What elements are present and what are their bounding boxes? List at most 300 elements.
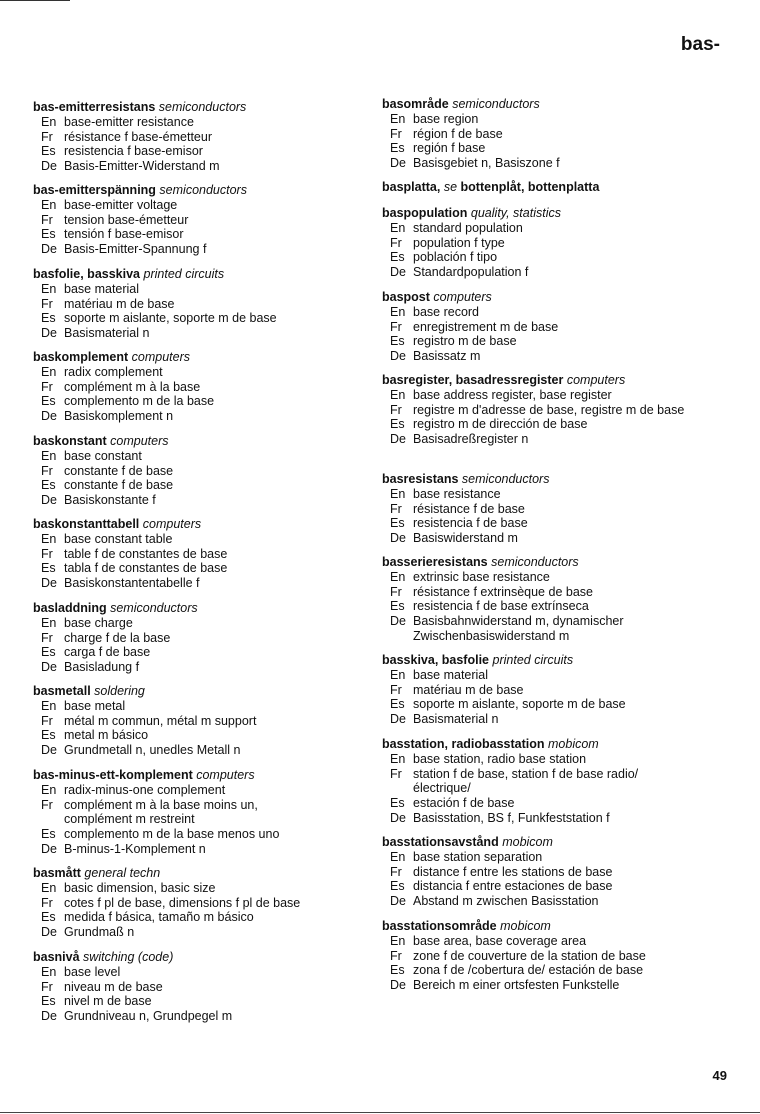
lang-code: De	[390, 712, 406, 727]
entry-domain: soldering	[94, 684, 145, 698]
translation-row	[33, 842, 373, 857]
translation-text: base level	[64, 964, 121, 979]
entry-domain: computers	[566, 373, 626, 387]
lang-code: De	[390, 156, 406, 171]
entry	[33, 183, 373, 257]
translation-row	[382, 796, 722, 811]
translation-row	[33, 380, 373, 395]
translation-row	[33, 144, 373, 159]
translation-text: Bereich m einer ortsfesten Funkstelle	[413, 978, 620, 993]
translation-text: base address register, base register	[413, 387, 612, 402]
lang-code: En	[41, 880, 57, 895]
translation-text: Basissatz m	[413, 349, 481, 364]
translation-row	[33, 910, 373, 925]
lang-code: Es	[390, 697, 405, 712]
lang-code: Es	[390, 141, 405, 156]
translation-row	[382, 963, 722, 978]
entry	[33, 950, 373, 1024]
translation-text: tension base-émetteur	[64, 212, 189, 227]
translation-text: Grundniveau n, Grundpegel m	[64, 1009, 233, 1024]
lang-code: En	[41, 197, 57, 212]
translation-text: registro m de base	[413, 334, 517, 349]
translation-row	[33, 714, 373, 729]
entry-headline	[382, 373, 722, 388]
translation-row	[382, 934, 722, 949]
translation-text: niveau m de base	[64, 979, 163, 994]
translation-row	[33, 115, 373, 130]
translation-text: Basismaterial n	[413, 712, 499, 727]
translation-row	[33, 478, 373, 493]
entry-domain: semiconductors	[159, 183, 247, 197]
entry	[33, 100, 373, 174]
lang-code: En	[41, 114, 57, 129]
lang-code: En	[41, 964, 57, 979]
translation-row	[382, 811, 722, 826]
translation-text: resistencia f de base extrínseca	[413, 599, 589, 614]
translation-row	[33, 896, 373, 911]
entry	[33, 601, 373, 675]
translation-text: base-emitter resistance	[64, 114, 194, 129]
lang-code: Fr	[390, 501, 402, 516]
translation-row	[382, 320, 722, 335]
cross-reference-marker: se	[443, 180, 458, 194]
translation-row	[382, 614, 722, 644]
entry	[33, 866, 373, 940]
translation-text: Abstand m zwischen Basisstation	[413, 894, 599, 909]
entry-headline	[382, 737, 722, 752]
translation-row	[382, 894, 722, 909]
translation-row	[382, 531, 722, 546]
lang-code: Fr	[41, 546, 53, 561]
entry-headline	[33, 350, 373, 365]
lang-code: Es	[390, 334, 405, 349]
translation-row	[33, 213, 373, 228]
translation-text: cotes f pl de base, dimensions f pl de base	[64, 895, 301, 910]
lang-code: Es	[41, 561, 56, 576]
lang-code: De	[41, 493, 57, 508]
translation-text: radix-minus-one complement	[64, 782, 226, 797]
lang-code: En	[390, 667, 406, 682]
translation-row	[33, 227, 373, 242]
entry-headline	[382, 97, 722, 112]
entry	[382, 206, 722, 280]
entry-term: baskonstant	[33, 434, 107, 448]
entry-term: baspost	[382, 290, 430, 304]
translation-text: resistencia f base-emisor	[64, 144, 203, 159]
lang-code: Es	[41, 645, 56, 660]
entry-domain: mobicom	[548, 737, 599, 751]
entry-headline	[382, 180, 722, 195]
translation-text: station f de base, station f de base radio/électrique/	[413, 766, 639, 796]
translation-row	[382, 127, 722, 142]
translation-text: Basis-Emitter-Spannung f	[64, 242, 207, 257]
entry-domain: semiconductors	[491, 555, 579, 569]
translation-row	[382, 570, 722, 585]
translation-row	[33, 326, 373, 341]
translation-row	[382, 156, 722, 171]
entry-headline	[33, 601, 373, 616]
translation-row	[382, 668, 722, 683]
translation-text: base metal	[64, 698, 126, 713]
translation-text: charge f de la base	[64, 630, 171, 645]
lang-code: Es	[390, 796, 405, 811]
entry-term: basfolie, basskiva	[33, 267, 141, 281]
entry	[33, 350, 373, 424]
entry	[33, 684, 373, 758]
lang-code: De	[390, 614, 406, 629]
entry-term: basladdning	[33, 601, 107, 615]
translation-text: complément m à la base moins un, complément m restreint	[64, 797, 258, 827]
translation-text: complemento m de la base menos uno	[64, 827, 280, 842]
entry-headline	[33, 183, 373, 198]
lang-code: Es	[41, 910, 56, 925]
entry-headline	[33, 100, 373, 115]
entry-domain: switching (code)	[83, 950, 174, 964]
lang-code: En	[41, 364, 57, 379]
entry-headline	[33, 267, 373, 282]
lang-code: Fr	[390, 235, 402, 250]
lang-code: Fr	[390, 864, 402, 879]
entry-domain: printed circuits	[492, 653, 574, 667]
translation-row	[33, 743, 373, 758]
entry-headline	[382, 206, 722, 221]
translation-text: medida f básica, tamaño m básico	[64, 910, 254, 925]
lang-code: En	[41, 698, 57, 713]
lang-code: Es	[41, 311, 56, 326]
lang-code: Fr	[390, 584, 402, 599]
entry-headline	[382, 835, 722, 850]
translation-text: Grundmetall n, unedles Metall n	[64, 743, 241, 758]
lang-code: Es	[41, 478, 56, 493]
lang-code: Fr	[41, 296, 53, 311]
translation-row	[382, 850, 722, 865]
translation-row	[33, 464, 373, 479]
translation-row	[33, 576, 373, 591]
translation-text: Grundmaß n	[64, 925, 135, 940]
lang-code: De	[41, 409, 57, 424]
entry	[382, 472, 722, 546]
translation-text: résistance f de base	[413, 501, 525, 516]
translation-row	[382, 334, 722, 349]
lang-code: En	[390, 111, 406, 126]
translation-text: base material	[64, 281, 140, 296]
translation-text: base charge	[64, 615, 133, 630]
lang-code: En	[390, 486, 406, 501]
lang-code: De	[390, 432, 406, 447]
lang-code: En	[390, 849, 406, 864]
translation-row	[382, 949, 722, 964]
lang-code: Fr	[41, 713, 53, 728]
lang-code: En	[41, 281, 57, 296]
entry	[382, 653, 722, 727]
translation-text: Basiskonstante f	[64, 493, 156, 508]
translation-row	[382, 865, 722, 880]
translation-row	[33, 827, 373, 842]
translation-row	[382, 487, 722, 502]
entry-headline	[382, 472, 722, 487]
entry-domain: semiconductors	[461, 472, 550, 486]
translation-text: zona f de /cobertura de/ estación de base	[413, 963, 644, 978]
translation-row	[382, 585, 722, 600]
translation-row	[382, 417, 722, 432]
translation-row	[33, 532, 373, 547]
entry-term: basnivå	[33, 950, 80, 964]
lang-code: En	[41, 615, 57, 630]
entry-headline	[33, 434, 373, 449]
translation-row	[33, 409, 373, 424]
lang-code: De	[41, 660, 57, 675]
lang-code: En	[390, 569, 406, 584]
translation-text: registre m d'adresse de base, registre m de base	[413, 402, 685, 417]
translation-row	[382, 250, 722, 265]
lang-code: De	[41, 1009, 57, 1024]
translation-row	[33, 198, 373, 213]
translation-text: registro m de dirección de base	[413, 417, 588, 432]
lang-code: Fr	[390, 126, 402, 141]
translation-text: base area, base coverage area	[413, 933, 587, 948]
entry-term: basstationsområde	[382, 919, 497, 933]
entry	[33, 267, 373, 341]
entry	[33, 434, 373, 508]
translation-row	[33, 783, 373, 798]
lang-code: De	[41, 326, 57, 341]
entry-domain: computers	[433, 290, 492, 304]
lang-code: De	[390, 349, 406, 364]
translation-text: Standardpopulation f	[413, 265, 529, 280]
translation-text: standard population	[413, 220, 523, 235]
entry-headline	[33, 866, 373, 881]
entry-term: baskomplement	[33, 350, 129, 364]
translation-text: extrinsic base resistance	[413, 569, 550, 584]
translation-row	[33, 449, 373, 464]
translation-row	[33, 1009, 373, 1024]
translation-text: nivel m de base	[64, 994, 152, 1009]
translation-row	[33, 561, 373, 576]
lang-code: Fr	[390, 948, 402, 963]
translation-text: distancia f entre estaciones de base	[413, 879, 613, 894]
lang-code: Es	[390, 417, 405, 432]
lang-code: De	[390, 978, 406, 993]
lang-code: Es	[41, 728, 56, 743]
translation-row	[33, 311, 373, 326]
translation-text: Basisladung f	[64, 660, 140, 675]
translation-row	[33, 925, 373, 940]
entry-term: basserieresistans	[382, 555, 488, 569]
entry-domain: semiconductors	[158, 100, 247, 114]
lang-code: Es	[41, 827, 56, 842]
entry-term: bas-emitterspänning	[33, 183, 156, 197]
translation-text: enregistrement m de base	[413, 319, 559, 334]
translation-row	[33, 699, 373, 714]
translation-text: Basiskonstantentabelle f	[64, 576, 200, 591]
lang-code: Es	[390, 599, 405, 614]
lang-code: En	[41, 782, 57, 797]
entry	[382, 555, 722, 644]
translation-row	[33, 130, 373, 145]
lang-code: De	[390, 894, 406, 909]
translation-row	[382, 349, 722, 364]
translation-row	[33, 645, 373, 660]
entry-domain: computers	[142, 517, 202, 531]
translation-row	[382, 599, 722, 614]
entry	[382, 737, 722, 826]
translation-row	[382, 141, 722, 156]
lang-code: En	[41, 448, 57, 463]
entry	[33, 517, 373, 591]
translation-text: Basiskomplement n	[64, 409, 174, 424]
entry-term: baspopulation	[382, 206, 468, 220]
lang-code: Es	[41, 394, 56, 409]
entry-term: basområde	[382, 97, 449, 111]
lang-code: Es	[390, 879, 405, 894]
lang-code: De	[41, 743, 57, 758]
entry-term: basplatta,	[382, 180, 441, 194]
entry-domain: mobicom	[500, 919, 551, 933]
entry-term: basresistans	[382, 472, 459, 486]
lang-code: Es	[41, 144, 56, 159]
translation-text: constante f de base	[64, 463, 174, 478]
entry-term: basskiva, basfolie	[382, 653, 490, 667]
translation-row	[382, 767, 722, 797]
entry-domain: semiconductors	[452, 97, 540, 111]
entry-headline	[33, 684, 373, 699]
translation-text: Basisgebiet n, Basiszone f	[413, 156, 560, 171]
translation-text: soporte m aislante, soporte m de base	[64, 311, 277, 326]
translation-row	[33, 547, 373, 562]
translation-text: complément m à la base	[64, 379, 201, 394]
cross-reference-term: bottenplåt, bottenplatta	[460, 180, 600, 194]
translation-text: constante f de base	[64, 478, 174, 493]
translation-row	[382, 403, 722, 418]
entry-term: basstationsavstånd	[382, 835, 499, 849]
lang-code: De	[41, 841, 57, 856]
lang-code: Es	[41, 227, 56, 242]
translation-row	[33, 631, 373, 646]
translation-row	[382, 516, 722, 531]
entry-domain: mobicom	[502, 835, 553, 849]
translation-row	[33, 282, 373, 297]
translation-text: Basis-Emitter-Widerstand m	[64, 159, 220, 174]
translation-text: distance f entre les stations de base	[413, 864, 613, 879]
translation-text: soporte m aislante, soporte m de base	[413, 697, 626, 712]
lang-code: En	[41, 531, 57, 546]
lang-code: Fr	[41, 895, 53, 910]
translation-row	[33, 728, 373, 743]
lang-code: En	[390, 304, 406, 319]
translation-text: base station, radio base station	[413, 751, 587, 766]
entry-domain: printed circuits	[143, 267, 225, 281]
translation-text: métal m commun, métal m support	[64, 713, 257, 728]
lang-code: Fr	[41, 379, 53, 394]
translation-row	[382, 502, 722, 517]
lang-code: De	[390, 810, 406, 825]
lang-code: Fr	[41, 630, 53, 645]
translation-row	[382, 388, 722, 403]
translation-text: Basisbahnwiderstand m, dynamischer Zwischenbasiswiderstand m	[413, 614, 624, 643]
translation-row	[382, 265, 722, 280]
translation-row	[382, 752, 722, 767]
translation-row	[382, 236, 722, 251]
lang-code: Fr	[41, 797, 53, 812]
translation-row	[33, 394, 373, 409]
translation-text: región f base	[413, 141, 486, 156]
lang-code: De	[390, 265, 406, 280]
entry-domain: computers	[110, 434, 169, 448]
translation-row	[33, 881, 373, 896]
translation-row	[33, 365, 373, 380]
lang-code: Es	[41, 994, 56, 1009]
translation-row	[382, 697, 722, 712]
entry-domain: general techn	[84, 866, 161, 880]
translation-text: table f de constantes de base	[64, 546, 228, 561]
running-head: bas-	[680, 34, 720, 55]
translation-text: base material	[413, 667, 489, 682]
entry-headline	[382, 555, 722, 570]
lang-code: En	[390, 220, 406, 235]
lang-code: En	[390, 933, 406, 948]
translation-row	[382, 879, 722, 894]
translation-text: complemento m de la base	[64, 394, 215, 409]
translation-text: résistance f extrinsèque de base	[413, 584, 593, 599]
bottom-rule	[0, 1112, 760, 1113]
translation-row	[382, 683, 722, 698]
translation-text: matériau m de base	[413, 682, 524, 697]
lang-code: Fr	[41, 463, 53, 478]
translation-row	[382, 305, 722, 320]
entry-headline	[33, 950, 373, 965]
translation-text: estación f de base	[413, 796, 515, 811]
translation-text: población f tipo	[413, 250, 498, 265]
translation-text: carga f de base	[64, 645, 151, 660]
entry-headline	[382, 919, 722, 934]
translation-row	[382, 978, 722, 993]
translation-text: base station separation	[413, 849, 543, 864]
translation-text: B-minus-1-Komplement n	[64, 841, 206, 856]
translation-text: base record	[413, 304, 480, 319]
translation-text: région f de base	[413, 126, 503, 141]
translation-text: résistance f base-émetteur	[64, 129, 212, 144]
translation-text: Basisstation, BS f, Funkfeststation f	[413, 810, 610, 825]
translation-row	[33, 493, 373, 508]
entry-domain: computers	[196, 768, 255, 782]
lang-code: De	[41, 925, 57, 940]
entry-term: basmått	[33, 866, 81, 880]
translation-text: Basiswiderstand m	[413, 531, 518, 546]
entry-term: basmetall	[33, 684, 91, 698]
translation-row	[33, 159, 373, 174]
translation-row	[33, 980, 373, 995]
translation-text: Basismaterial n	[64, 326, 150, 341]
lang-code: En	[390, 751, 406, 766]
translation-row	[33, 242, 373, 257]
lang-code: Fr	[41, 129, 53, 144]
translation-text: base region	[413, 111, 479, 126]
translation-text: tabla f de constantes de base	[64, 561, 228, 576]
entry-domain: computers	[131, 350, 191, 364]
translation-row	[382, 221, 722, 236]
translation-text: matériau m de base	[64, 296, 175, 311]
lang-code: Fr	[390, 682, 402, 697]
translation-row	[33, 994, 373, 1009]
lang-code: Fr	[41, 979, 53, 994]
lang-code: De	[41, 242, 57, 257]
translation-row	[33, 660, 373, 675]
top-rule	[0, 0, 70, 1]
entry	[382, 180, 722, 195]
lang-code: De	[41, 576, 57, 591]
lang-code: Fr	[41, 212, 53, 227]
translation-row	[382, 432, 722, 447]
